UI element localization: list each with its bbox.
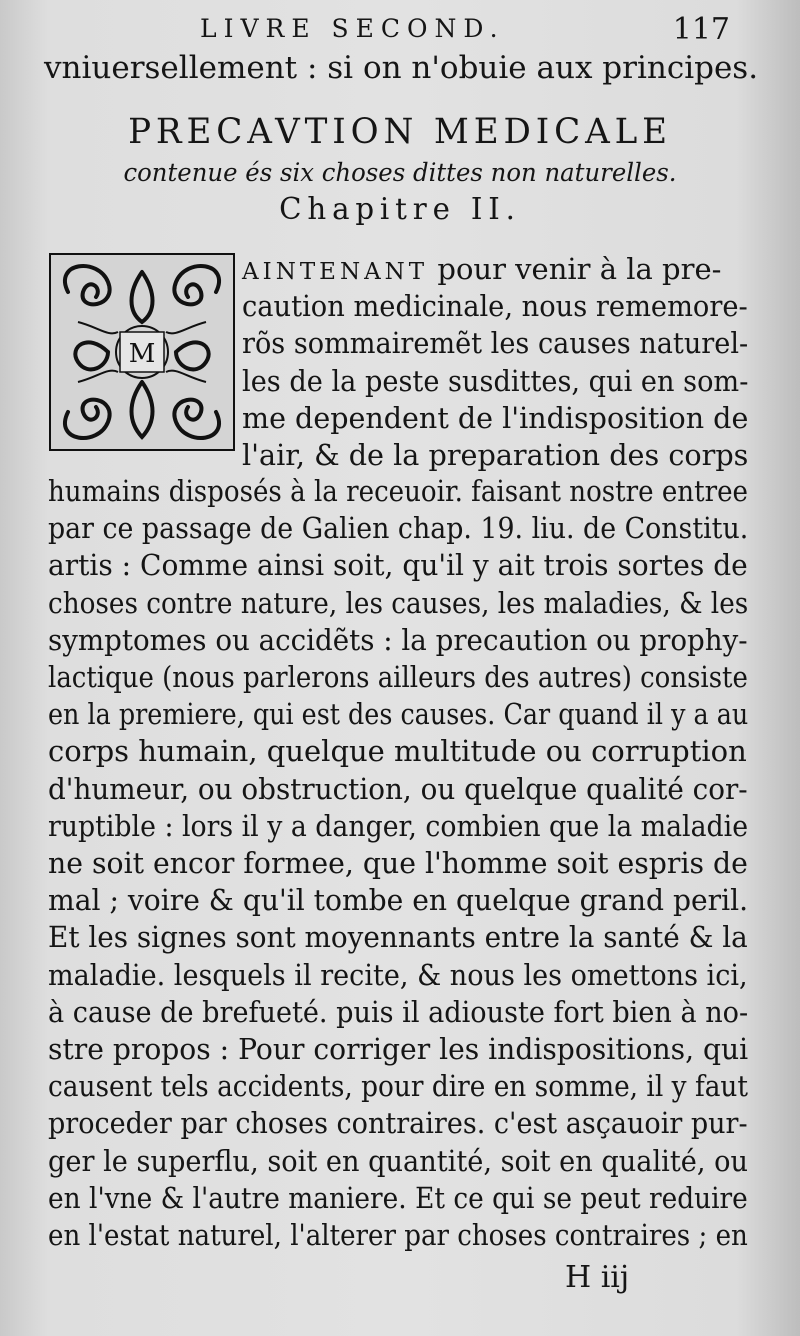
text-line: me dependent de l'indisposition de (242, 400, 749, 435)
text-line-first (242, 252, 721, 289)
text-line: en l'estat naturel, l'alterer par choses contraires ; en (48, 1218, 748, 1252)
initial-letter: M (128, 339, 156, 369)
first-line-rest: pour venir à la pre- (428, 252, 722, 286)
text-line: les de la peste susdittes, qui en som- (242, 363, 749, 398)
text-line: choses contre nature, les causes, les maladies, & les (48, 585, 749, 620)
carryover-line: vniuersellement : si on n'obuie aux principes. (44, 50, 759, 86)
text-line: en l'vne & l'autre maniere. Et ce qui se peut reduire (48, 1180, 748, 1215)
text-line: d'humeur, ou obstruction, ou quelque qualité cor- (48, 771, 748, 806)
text-line: proceder par choses contraires. c'est asçauoir pur- (48, 1106, 748, 1141)
text-line: rõs sommairemẽt les causes naturel- (242, 326, 749, 361)
text-line: ger le superflu, soit en quantité, soit en qualité, ou (48, 1143, 749, 1178)
text-line: stre propos : Pour corriger les indispositions, qui (48, 1032, 749, 1066)
text-line: par ce passage de Galien chap. 19. liu. de Constitu. (48, 511, 749, 546)
running-head: LIVRE SECOND. (200, 14, 505, 43)
smallcaps-opening: AINTENANT (242, 259, 429, 285)
decorated-initial (48, 252, 236, 452)
ornament-initial-icon (48, 252, 236, 452)
text-line: lactique (nous parlerons ailleurs des autres) consiste (48, 660, 748, 694)
text-line: caution medicinale, nous rememore- (242, 289, 748, 323)
page-header (0, 8, 800, 48)
text-line: ruptible : lors il y a danger, combien que la maladie (48, 808, 749, 843)
text-line: symptomes ou accidẽts : la precaution ou prophy- (48, 622, 748, 657)
text-line: à cause de brefueté. puis il adiouste fort bien à no- (48, 994, 749, 1029)
section-subtitle: contenue és six choses dittes non naturelles. (123, 158, 677, 187)
signature-mark: H iij (565, 1260, 630, 1295)
page-number: 117 (672, 12, 730, 47)
text-line: l'air, & de la preparation des corps (242, 438, 749, 473)
text-line: en la premiere, qui est des causes. Car quand il y a au (48, 697, 749, 732)
text-line: artis : Comme ainsi soit, qu'il y ait trois sortes de (48, 548, 748, 583)
section-title: PRECAVTION MEDICALE (128, 112, 672, 152)
chapter-heading: Chapitre II. (279, 192, 521, 227)
text-line: humains disposés à la receuoir. faisant nostre entree (48, 474, 748, 508)
text-line: Et les signes sont moyennants entre la santé & la (48, 920, 748, 955)
text-line: causent tels accidents, pour dire en somme, il y faut (48, 1069, 749, 1104)
text-line: ne soit encor formee, que l'homme soit espris de (48, 846, 748, 880)
text-line: mal ; voire & qu'il tombe en quelque grand peril. (48, 883, 749, 918)
text-line: corps humain, quelque multitude ou corruption (48, 734, 747, 769)
text-line: maladie. lesquels il recite, & nous les omettons ici, (48, 957, 748, 992)
